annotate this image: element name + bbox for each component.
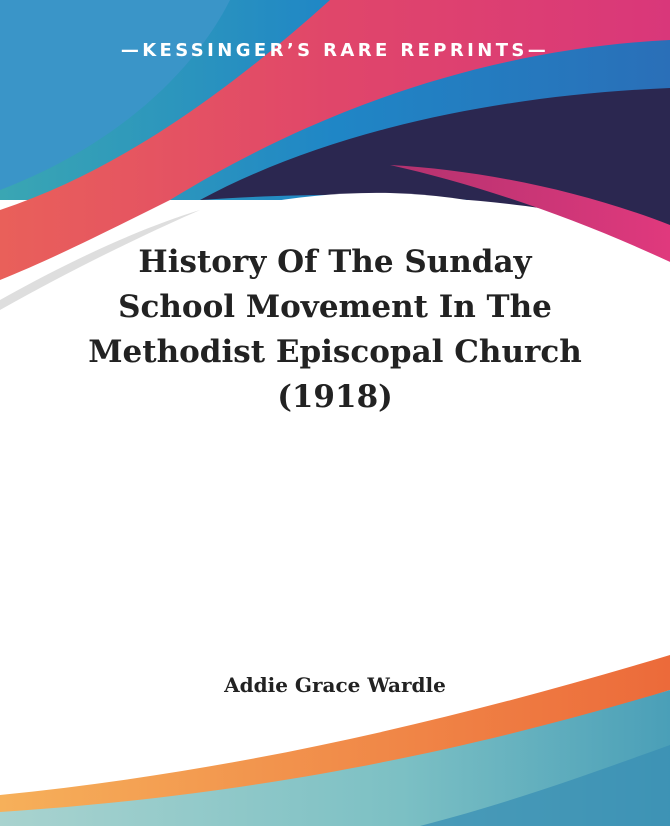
title-line-1: History Of The Sunday: [138, 244, 532, 280]
title-line-2: School Movement In The: [118, 289, 552, 325]
publisher-imprint: —KESSINGER’S RARE REPRINTS—: [120, 40, 550, 61]
book-title: [40, 240, 630, 420]
title-line-3: Methodist Episcopal Church: [88, 334, 582, 370]
book-author: Addie Grace Wardle: [224, 673, 446, 697]
title-line-4: (1918): [277, 379, 393, 415]
